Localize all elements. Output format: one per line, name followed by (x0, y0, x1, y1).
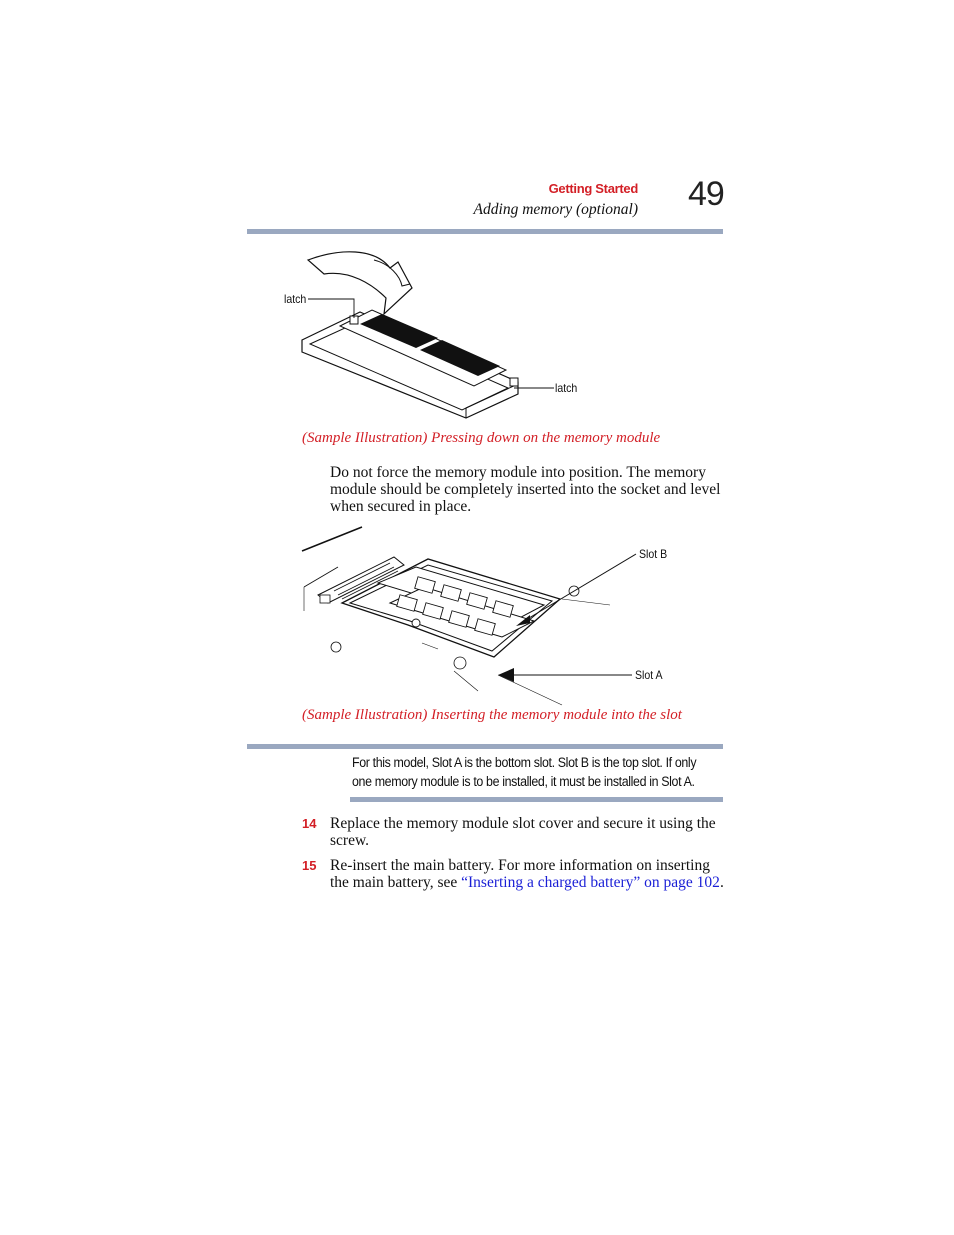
step-14-line-2: screw. (330, 832, 370, 849)
note-line-2: one memory module is to be installed, it must be installed in Slot A. (352, 774, 695, 789)
step-14-text (330, 815, 730, 849)
note-bottom-rule (350, 797, 723, 802)
step-15-line-2-suffix: . (719, 874, 724, 891)
figure1-caption: (Sample Illustration) Pressing down on the memory module (302, 430, 661, 446)
memory-slot-illustration (298, 525, 668, 710)
figure2-caption: (Sample Illustration) Inserting the memory module into the slot (302, 707, 682, 723)
inserting-battery-link[interactable]: “Inserting a charged battery” on page 102 (461, 874, 720, 891)
step-14-line-1: Replace the memory module slot cover and secure it using the (330, 815, 716, 832)
instruction-paragraph (330, 464, 725, 515)
note-top-rule (247, 744, 723, 749)
header-subsection-title: Adding memory (optional) (473, 201, 638, 218)
step-number-14: 14 (302, 816, 317, 831)
instruction-paragraph-text: Do not force the memory module into position. The memory module should be completely inserted into the socket and level when secured in place. (330, 464, 721, 515)
slot-a-label: Slot A (635, 668, 663, 682)
step-number-15: 15 (302, 858, 317, 873)
step-15-line-2 (330, 874, 730, 891)
header-section-title: Getting Started (548, 181, 638, 196)
step-15-text (330, 857, 730, 891)
note-line-1: For this model, Slot A is the bottom slot. Slot B is the top slot. If only (352, 755, 697, 770)
memory-module-press-illustration (280, 240, 560, 430)
latch-label-right: latch (555, 381, 578, 395)
slot-b-label: Slot B (639, 547, 668, 561)
step-15-line-2-prefix: the main battery, see (330, 874, 462, 891)
latch-label-left: latch (284, 292, 307, 306)
step-15-line-1: Re-insert the main battery. For more information on inserting (330, 857, 710, 874)
page-number: 49 (688, 175, 724, 213)
header-rule (247, 229, 723, 234)
